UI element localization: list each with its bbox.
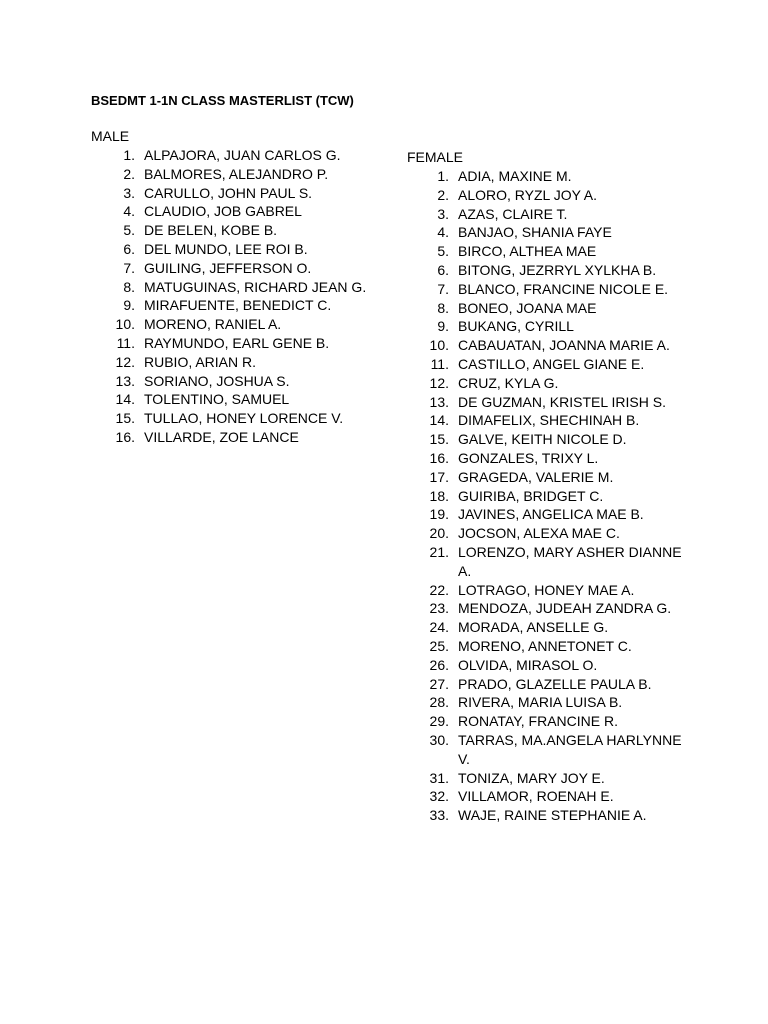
student-name: MORADA, ANSELLE G. bbox=[458, 619, 609, 636]
student-list-item bbox=[91, 259, 381, 278]
student-name: TOLENTINO, SAMUEL bbox=[144, 391, 290, 408]
document-title: BSEDMT 1-1N CLASS MASTERLIST (TCW) bbox=[91, 93, 354, 108]
student-list-item bbox=[407, 336, 697, 355]
student-name: CARULLO, JOHN PAUL S. bbox=[144, 184, 313, 201]
student-list-item bbox=[407, 505, 697, 524]
student-list-item bbox=[91, 278, 381, 297]
student-list-item bbox=[407, 637, 697, 656]
list-item-number: 15. bbox=[115, 410, 135, 427]
student-list-item bbox=[407, 675, 697, 694]
list-item-number: 11. bbox=[430, 355, 449, 372]
student-list-item bbox=[407, 411, 697, 430]
list-item-number: 16. bbox=[429, 449, 449, 466]
student-list-item bbox=[407, 374, 697, 393]
list-item-number: 3. bbox=[123, 184, 135, 201]
student-list-item bbox=[407, 487, 697, 506]
list-item-number: 9. bbox=[123, 297, 135, 314]
student-list-item bbox=[91, 146, 381, 165]
student-name: VILLAMOR, ROENAH E. bbox=[458, 788, 614, 805]
list-item-number: 1. bbox=[437, 168, 449, 184]
student-list-item bbox=[91, 315, 381, 334]
student-name: TONIZA, MARY JOY E. bbox=[458, 769, 605, 786]
student-list-item bbox=[91, 372, 381, 391]
list-item-number: 4. bbox=[123, 203, 135, 220]
student-name: MORENO, RANIEL A. bbox=[144, 316, 282, 333]
list-item-number: 30. bbox=[429, 731, 449, 748]
list-item-number: 20. bbox=[429, 525, 449, 542]
student-name: SORIANO, JOSHUA S. bbox=[144, 372, 290, 389]
student-name: MATUGUINAS, RICHARD JEAN G. bbox=[144, 278, 367, 295]
student-list-item bbox=[407, 731, 697, 769]
student-list-item bbox=[407, 167, 697, 186]
student-list-item bbox=[407, 355, 697, 374]
student-list-item bbox=[407, 430, 697, 449]
student-list-item bbox=[407, 599, 697, 618]
student-list-item bbox=[407, 299, 697, 318]
student-name: OLVIDA, MIRASOL O. bbox=[458, 656, 598, 673]
student-list-item bbox=[407, 769, 697, 788]
list-item-number: 19. bbox=[429, 506, 449, 523]
list-item-number: 10. bbox=[115, 316, 135, 333]
student-name: MIRAFUENTE, BENEDICT C. bbox=[144, 297, 332, 314]
student-name: DIMAFELIX, SHECHINAH B. bbox=[458, 412, 640, 429]
student-name: GUIRIBA, BRIDGET C. bbox=[458, 487, 604, 504]
student-name: RAYMUNDO, EARL GENE B. bbox=[144, 334, 330, 351]
student-list-item bbox=[407, 280, 697, 299]
student-name: ADIA, MAXINE M. bbox=[458, 168, 572, 184]
student-list-item bbox=[407, 242, 697, 261]
list-item-number: 31. bbox=[429, 769, 449, 786]
list-item-number: 8. bbox=[437, 299, 449, 316]
student-name: BITONG, JEZRRYL XYLKHA B. bbox=[458, 261, 657, 278]
student-name: CABAUATAN, JOANNA MARIE A. bbox=[458, 337, 670, 354]
student-list-item bbox=[91, 390, 381, 409]
list-item-number: 14. bbox=[115, 391, 135, 408]
student-name: PRADO, GLAZELLE PAULA B. bbox=[458, 675, 652, 692]
student-list-item bbox=[407, 261, 697, 280]
student-list-item bbox=[91, 334, 381, 353]
student-list-item bbox=[91, 409, 381, 428]
list-item-number: 4. bbox=[437, 224, 449, 241]
list-item-number: 3. bbox=[437, 205, 449, 222]
student-name: DEL MUNDO, LEE ROI B. bbox=[144, 240, 308, 257]
list-item-number: 5. bbox=[123, 222, 135, 239]
list-item-number: 16. bbox=[115, 428, 135, 445]
student-list-item bbox=[91, 184, 381, 203]
student-list-item bbox=[91, 296, 381, 315]
student-list-item bbox=[407, 223, 697, 242]
student-list-item bbox=[407, 618, 697, 637]
student-name: BALMORES, ALEJANDRO P. bbox=[144, 165, 329, 182]
student-list-item bbox=[407, 468, 697, 487]
student-list-item bbox=[407, 393, 697, 412]
list-item-number: 26. bbox=[429, 656, 449, 673]
student-list-item bbox=[407, 806, 697, 825]
student-list-item bbox=[91, 221, 381, 240]
student-list-item bbox=[407, 581, 697, 600]
list-item-number: 6. bbox=[123, 240, 135, 257]
student-name: GALVE, KEITH NICOLE D. bbox=[458, 431, 627, 448]
list-item-number: 5. bbox=[437, 243, 449, 260]
student-name: GRAGEDA, VALERIE M. bbox=[458, 468, 614, 485]
student-name: JOCSON, ALEXA MAE C. bbox=[458, 525, 620, 542]
student-list-item bbox=[407, 693, 697, 712]
student-name: LOTRAGO, HONEY MAE A. bbox=[458, 581, 635, 598]
list-item-number: 33. bbox=[429, 807, 449, 824]
list-item-number: 12. bbox=[429, 374, 449, 391]
student-list-item bbox=[407, 205, 697, 224]
student-name: TULLAO, HONEY LORENCE V. bbox=[144, 410, 344, 427]
student-name: MENDOZA, JUDEAH ZANDRA G. bbox=[458, 600, 672, 617]
student-name: BLANCO, FRANCINE NICOLE E. bbox=[458, 280, 669, 297]
male-student-list bbox=[91, 146, 381, 447]
list-item-number: 7. bbox=[437, 280, 449, 297]
list-item-number: 25. bbox=[429, 637, 449, 654]
student-name: BANJAO, SHANIA FAYE bbox=[458, 224, 612, 241]
female-student-list bbox=[407, 167, 697, 825]
list-item-number: 2. bbox=[123, 165, 135, 182]
list-item-number: 11. bbox=[116, 334, 135, 351]
list-item-number: 9. bbox=[437, 318, 449, 335]
student-name: GONZALES, TRIXY L. bbox=[458, 449, 599, 466]
male-section bbox=[91, 127, 381, 447]
student-name: ALPAJORA, JUAN CARLOS G. bbox=[144, 147, 341, 163]
student-name: BIRCO, ALTHEA MAE bbox=[458, 243, 597, 260]
list-item-number: 18. bbox=[429, 487, 449, 504]
student-name: WAJE, RAINE STEPHANIE A. bbox=[458, 807, 647, 824]
student-list-item bbox=[407, 543, 697, 581]
student-list-item bbox=[91, 202, 381, 221]
student-name: BONEO, JOANA MAE bbox=[458, 299, 597, 316]
student-list-item bbox=[91, 353, 381, 372]
student-name: RONATAY, FRANCINE R. bbox=[458, 713, 618, 730]
student-name: ALORO, RYZL JOY A. bbox=[458, 186, 598, 203]
list-item-number: 17. bbox=[429, 468, 449, 485]
student-name: RUBIO, ARIAN R. bbox=[144, 353, 257, 370]
list-item-number: 32. bbox=[429, 788, 449, 805]
male-section-label: MALE bbox=[91, 128, 130, 144]
list-item-number: 15. bbox=[429, 431, 449, 448]
list-item-number: 14. bbox=[429, 412, 449, 429]
list-item-number: 29. bbox=[429, 713, 449, 730]
student-name: GUILING, JEFFERSON O. bbox=[144, 259, 312, 276]
student-name: CASTILLO, ANGEL GIANE E. bbox=[458, 355, 645, 372]
female-section bbox=[407, 148, 697, 825]
student-list-item bbox=[407, 524, 697, 543]
student-name: JAVINES, ANGELICA MAE B. bbox=[458, 506, 644, 523]
list-item-number: 22. bbox=[429, 581, 449, 598]
list-item-number: 1. bbox=[123, 147, 135, 163]
student-list-item bbox=[91, 428, 381, 447]
list-item-number: 8. bbox=[123, 278, 135, 295]
list-item-number: 28. bbox=[429, 694, 449, 711]
student-name: RIVERA, MARIA LUISA B. bbox=[458, 694, 623, 711]
list-item-number: 21. bbox=[429, 543, 449, 560]
list-item-number: 23. bbox=[429, 600, 449, 617]
list-item-number: 27. bbox=[429, 675, 449, 692]
student-list-item bbox=[91, 165, 381, 184]
student-name: CRUZ, KYLA G. bbox=[458, 374, 559, 391]
student-name: MORENO, ANNETONET C. bbox=[458, 637, 632, 654]
student-list-item bbox=[407, 186, 697, 205]
student-name: AZAS, CLAIRE T. bbox=[458, 205, 568, 222]
list-item-number: 6. bbox=[437, 261, 449, 278]
student-list-item bbox=[407, 656, 697, 675]
student-name: CLAUDIO, JOB GABREL bbox=[144, 203, 302, 220]
list-item-number: 2. bbox=[437, 186, 449, 203]
student-list-item bbox=[91, 240, 381, 259]
list-item-number: 7. bbox=[123, 259, 135, 276]
student-list-item bbox=[407, 317, 697, 336]
student-name: VILLARDE, ZOE LANCE bbox=[144, 428, 299, 445]
female-section-label: FEMALE bbox=[407, 149, 464, 165]
list-item-number: 13. bbox=[429, 393, 449, 410]
student-name: DE BELEN, KOBE B. bbox=[144, 222, 278, 239]
list-item-number: 12. bbox=[115, 353, 135, 370]
student-list-item bbox=[407, 712, 697, 731]
student-name: LORENZO, MARY ASHER DIANNE A. bbox=[458, 543, 682, 579]
student-list-item bbox=[407, 787, 697, 806]
list-item-number: 10. bbox=[429, 337, 449, 354]
list-item-number: 13. bbox=[115, 372, 135, 389]
student-name: TARRAS, MA.ANGELA HARLYNNE V. bbox=[458, 731, 682, 767]
student-list-item bbox=[407, 449, 697, 468]
list-item-number: 24. bbox=[429, 619, 449, 636]
student-name: BUKANG, CYRILL bbox=[458, 318, 574, 335]
student-name: DE GUZMAN, KRISTEL IRISH S. bbox=[458, 393, 666, 410]
